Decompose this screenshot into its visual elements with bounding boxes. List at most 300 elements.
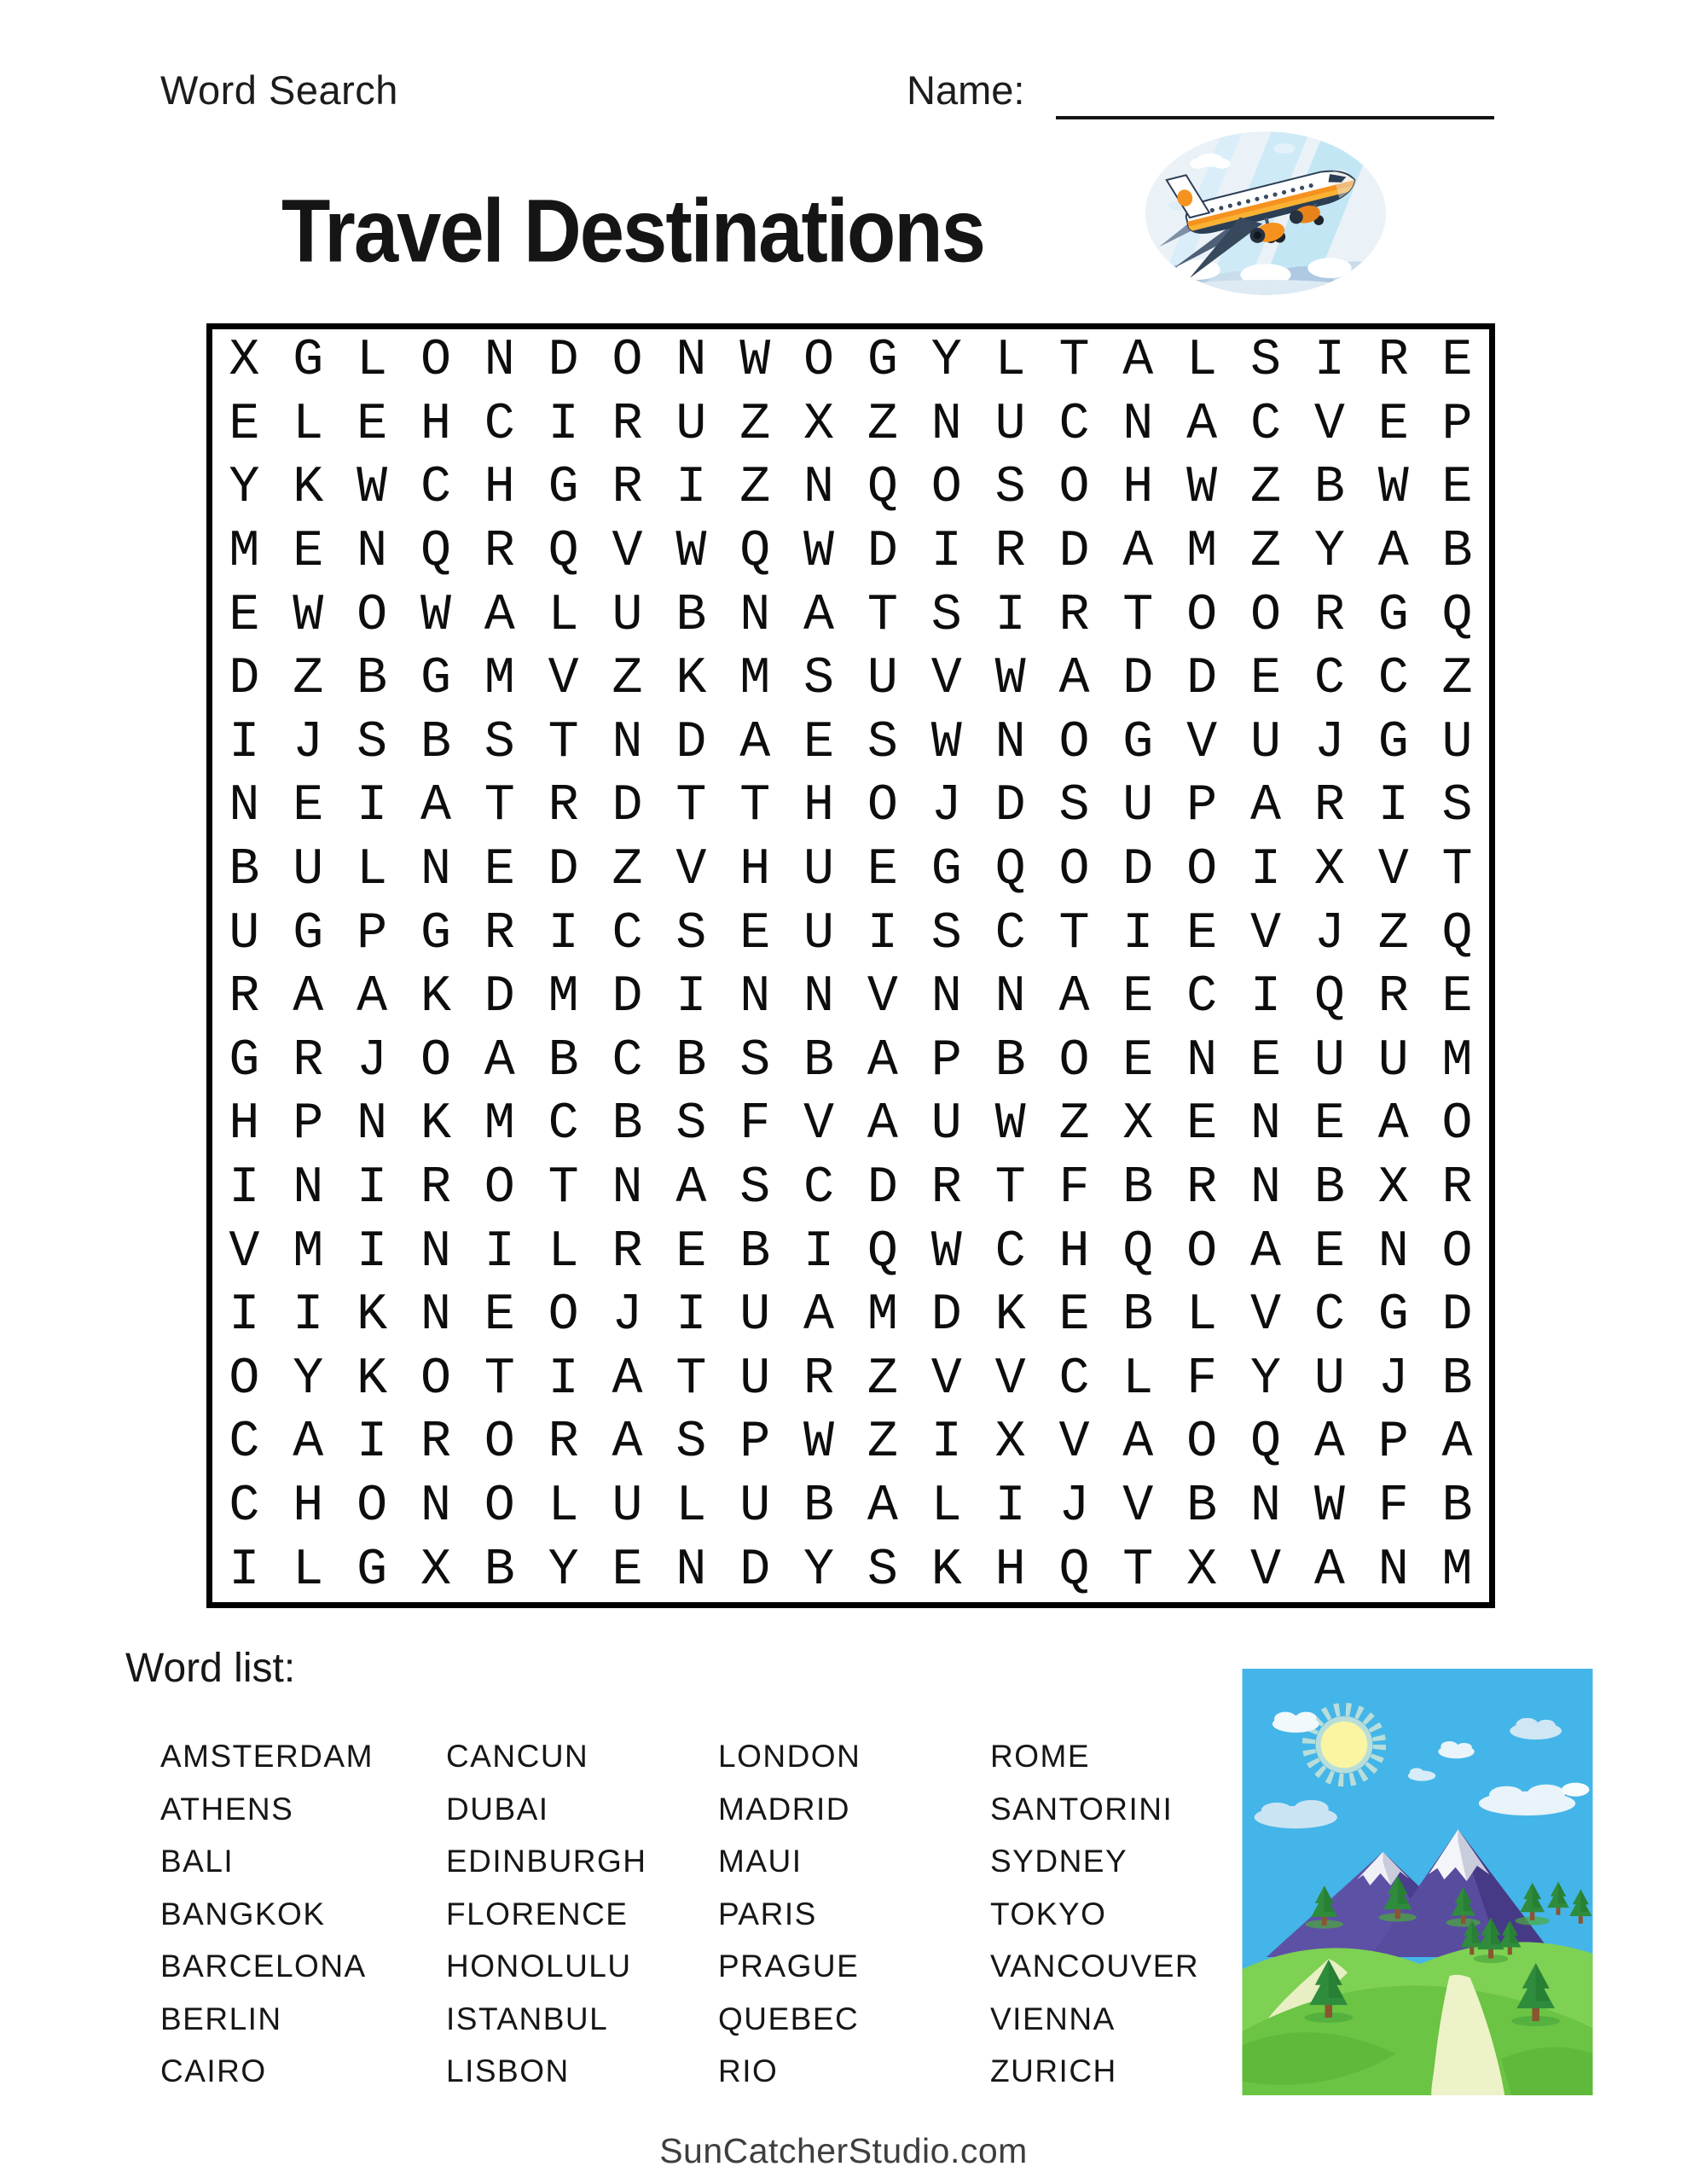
grid-letter: Z [1250, 459, 1282, 518]
grid-letter: C [994, 904, 1026, 963]
grid-letter: A [1122, 523, 1154, 582]
grid-letter: A [420, 777, 451, 836]
grid-letter: I [229, 1541, 260, 1600]
grid-letter: N [612, 713, 643, 772]
grid-letter: Q [1441, 904, 1473, 963]
word-list-item: LISBON [446, 2053, 570, 2088]
grid-letter: P [1377, 1414, 1409, 1472]
grid-letter: A [803, 1287, 835, 1345]
grid-letter: N [612, 1159, 643, 1218]
grid-letter: L [293, 395, 324, 454]
grid-letter: E [229, 586, 260, 645]
grid-letter: O [1186, 1414, 1218, 1472]
grid-letter: A [1250, 1223, 1282, 1281]
grid-letter: G [548, 459, 579, 518]
grid-letter: R [548, 777, 579, 836]
grid-letter: I [930, 523, 962, 582]
word-list-item: DUBAI [446, 1791, 549, 1827]
grid-letter: V [1122, 1478, 1154, 1536]
grid-letter: J [1313, 904, 1345, 963]
grid-letter: N [739, 586, 771, 645]
grid-letter: T [867, 586, 898, 645]
grid-letter: S [867, 1541, 898, 1600]
grid-letter: L [548, 1478, 579, 1536]
grid-letter: T [1122, 1541, 1154, 1600]
grid-letter: O [548, 1287, 579, 1345]
grid-letter: I [675, 459, 707, 518]
grid-letter: E [739, 904, 771, 963]
grid-letter: S [1250, 332, 1282, 391]
grid-letter: A [1377, 523, 1409, 582]
grid-letter: Z [1250, 523, 1282, 582]
grid-letter: N [1250, 1095, 1282, 1154]
grid-letter: B [1441, 1350, 1473, 1409]
grid-letter: S [1441, 777, 1473, 836]
grid-letter: G [293, 332, 324, 391]
grid-letter: Q [420, 523, 451, 582]
grid-letter: A [803, 586, 835, 645]
grid-letter: N [1122, 395, 1154, 454]
grid-letter: D [930, 1287, 962, 1345]
grid-letter: A [357, 968, 388, 1027]
grid-letter: Z [612, 841, 643, 900]
grid-letter: Z [1377, 904, 1409, 963]
grid-letter: E [229, 395, 260, 454]
grid-letter: U [1313, 1031, 1345, 1090]
grid-letter: Y [1250, 1350, 1282, 1409]
grid-letter: T [1058, 904, 1090, 963]
grid-letter: B [420, 713, 451, 772]
grid-letter: A [1441, 1414, 1473, 1472]
grid-letter: G [1122, 713, 1154, 772]
grid-letter: T [675, 1350, 707, 1409]
grid-letter: D [1058, 523, 1090, 582]
grid-letter: B [803, 1478, 835, 1536]
word-list-item: HONOLULU [446, 1949, 632, 1984]
word-list [160, 1730, 1226, 2098]
grid-letter: X [1377, 1159, 1409, 1218]
grid-letter: B [803, 1031, 835, 1090]
grid-letter: M [1186, 523, 1218, 582]
grid-letter: P [1441, 395, 1473, 454]
grid-letter: C [612, 904, 643, 963]
grid-letter: W [994, 1095, 1026, 1154]
grid-letter: U [1441, 713, 1473, 772]
grid-letter: Q [1313, 968, 1345, 1027]
grid-letter: D [867, 1159, 898, 1218]
grid-letter: I [1250, 968, 1282, 1027]
grid-letter: M [229, 523, 260, 582]
grid-letter: G [357, 1541, 388, 1600]
grid-letter: W [803, 523, 835, 582]
grid-letter: T [675, 777, 707, 836]
grid-letter: Q [1122, 1223, 1154, 1281]
grid-letter: A [293, 1414, 324, 1472]
grid-letter: R [1377, 332, 1409, 391]
grid-letter: V [930, 650, 962, 709]
grid-letter: L [1186, 1287, 1218, 1345]
grid-letter: E [612, 1541, 643, 1600]
grid-letter: R [1058, 586, 1090, 645]
name-blank-line [1056, 116, 1494, 119]
grid-letter: V [1250, 1287, 1282, 1345]
grid-letter: Y [293, 1350, 324, 1409]
grid-letter: R [1377, 968, 1409, 1027]
grid-letter: E [1313, 1095, 1345, 1154]
worksheet-type-label: Word Search [160, 67, 398, 113]
grid-letter: D [548, 841, 579, 900]
grid-letter: O [357, 1478, 388, 1536]
grid-letter: O [1441, 1095, 1473, 1154]
grid-letter: T [1122, 586, 1154, 645]
grid-letter: M [293, 1223, 324, 1281]
grid-letter: E [1250, 1031, 1282, 1090]
grid-letter: U [739, 1287, 771, 1345]
grid-letter: G [229, 1031, 260, 1090]
grid-letter: V [867, 968, 898, 1027]
grid-letter: J [1377, 1350, 1409, 1409]
grid-letter: O [484, 1478, 515, 1536]
word-list-item: PARIS [718, 1896, 817, 1931]
grid-letter: V [994, 1350, 1026, 1409]
grid-letter: P [293, 1095, 324, 1154]
grid-letter: E [803, 713, 835, 772]
grid-letter: B [675, 586, 707, 645]
grid-letter: D [612, 968, 643, 1027]
grid-letter: R [994, 523, 1026, 582]
grid-letter: E [1122, 968, 1154, 1027]
grid-letter: L [994, 332, 1026, 391]
grid-letter: N [420, 841, 451, 900]
grid-letter: S [675, 904, 707, 963]
grid-letter: O [867, 777, 898, 836]
grid-letter: D [1122, 841, 1154, 900]
grid-letter: A [484, 1031, 515, 1090]
grid-letter: U [803, 904, 835, 963]
grid-letter: Q [867, 1223, 898, 1281]
grid-letter: G [420, 904, 451, 963]
word-list-item: TOKYO [990, 1896, 1107, 1931]
grid-letter: Y [930, 332, 962, 391]
grid-letter: O [420, 1031, 451, 1090]
grid-letter: B [1441, 523, 1473, 582]
grid-letter: W [1186, 459, 1218, 518]
grid-letter: A [612, 1350, 643, 1409]
word-list-item: ISTANBUL [446, 2001, 609, 2036]
grid-letter: U [229, 904, 260, 963]
grid-letter: N [420, 1287, 451, 1345]
grid-letter: Y [229, 459, 260, 518]
grid-letter: N [293, 1159, 324, 1218]
grid-letter: Y [548, 1541, 579, 1600]
grid-letter: O [1186, 841, 1218, 900]
grid-letter: J [612, 1287, 643, 1345]
word-list-item: EDINBURGH [446, 1844, 647, 1879]
grid-letter: O [229, 1350, 260, 1409]
grid-letter: X [420, 1541, 451, 1600]
grid-letter: I [1377, 777, 1409, 836]
word-list-item: BARCELONA [160, 1949, 367, 1984]
grid-letter: E [1441, 459, 1473, 518]
word-list-item: BANGKOK [160, 1896, 326, 1931]
grid-letter: R [1441, 1159, 1473, 1218]
grid-letter: N [803, 459, 835, 518]
grid-letter: F [1377, 1478, 1409, 1536]
grid-letter: N [420, 1223, 451, 1281]
grid-letter: O [484, 1414, 515, 1472]
grid-letter: U [803, 841, 835, 900]
grid-letter: K [994, 1287, 1026, 1345]
grid-letter: X [994, 1414, 1026, 1472]
grid-letter: J [1313, 713, 1345, 772]
grid-letter: R [420, 1414, 451, 1472]
grid-letter: U [739, 1478, 771, 1536]
grid-letter: E [293, 777, 324, 836]
grid-letter: I [229, 713, 260, 772]
grid-letter: A [1313, 1541, 1345, 1600]
word-list-column [446, 1730, 718, 2098]
grid-letter: D [994, 777, 1026, 836]
grid-letter: W [420, 586, 451, 645]
grid-letter: R [612, 459, 643, 518]
grid-letter: K [293, 459, 324, 518]
grid-letter: I [357, 1414, 388, 1472]
grid-letter: Z [867, 1350, 898, 1409]
grid-letter: V [1186, 713, 1218, 772]
word-list-item: CAIRO [160, 2053, 267, 2088]
grid-letter: C [548, 1095, 579, 1154]
grid-letter: X [1313, 841, 1345, 900]
grid-letter: D [739, 1541, 771, 1600]
grid-letter: V [548, 650, 579, 709]
grid-letter: E [357, 395, 388, 454]
grid-letter: K [930, 1541, 962, 1600]
grid-letter: R [612, 395, 643, 454]
grid-letter: S [930, 586, 962, 645]
grid-letter: U [867, 650, 898, 709]
grid-letter: G [293, 904, 324, 963]
grid-letter: M [548, 968, 579, 1027]
grid-letter: N [1250, 1159, 1282, 1218]
grid-letter: U [739, 1350, 771, 1409]
word-list-item: MADRID [718, 1791, 850, 1827]
grid-letter: U [675, 395, 707, 454]
grid-letter: B [1122, 1159, 1154, 1218]
grid-letter: K [357, 1350, 388, 1409]
grid-letter: S [484, 713, 515, 772]
grid-letter: O [1250, 586, 1282, 645]
grid-letter: R [930, 1159, 962, 1218]
grid-letter: I [548, 1350, 579, 1409]
grid-letter: I [229, 1159, 260, 1218]
mountain-landscape-icon [1238, 1669, 1597, 2095]
grid-letter: C [994, 1223, 1026, 1281]
grid-letter: R [1186, 1159, 1218, 1218]
grid-letter: M [867, 1287, 898, 1345]
word-list-item: LONDON [718, 1739, 861, 1774]
grid-letter: O [1058, 1031, 1090, 1090]
grid-letter: W [930, 1223, 962, 1281]
grid-letter: Z [867, 395, 898, 454]
grid-letter: N [1186, 1031, 1218, 1090]
grid-letter: E [867, 841, 898, 900]
grid-letter: I [675, 968, 707, 1027]
grid-letter: I [994, 1478, 1026, 1536]
grid-letter: B [229, 841, 260, 900]
grid-letter: T [1058, 332, 1090, 391]
grid-letter: C [420, 459, 451, 518]
grid-letter: T [739, 777, 771, 836]
grid-letter: V [1377, 841, 1409, 900]
grid-letter: O [1058, 713, 1090, 772]
grid-letter: C [1186, 968, 1218, 1027]
grid-letter: H [739, 841, 771, 900]
grid-letter: E [293, 523, 324, 582]
grid-letter: L [548, 586, 579, 645]
grid-letter: K [675, 650, 707, 709]
grid-letter: I [675, 1287, 707, 1345]
grid-letter: V [229, 1223, 260, 1281]
grid-letter: I [357, 777, 388, 836]
grid-letter: O [420, 1350, 451, 1409]
grid-letter: A [1058, 968, 1090, 1027]
grid-letter: J [930, 777, 962, 836]
grid-letter: J [1058, 1478, 1090, 1536]
grid-letter: M [1441, 1541, 1473, 1600]
grid-letter: M [484, 1095, 515, 1154]
grid-letter: T [548, 713, 579, 772]
grid-letter: N [930, 395, 962, 454]
grid-letter: N [803, 968, 835, 1027]
grid-letter: V [1250, 1541, 1282, 1600]
airplane-in-clouds-icon [1139, 125, 1392, 302]
grid-letter: A [867, 1095, 898, 1154]
grid-letter: C [484, 395, 515, 454]
grid-letter: I [229, 1287, 260, 1345]
word-list-item: VANCOUVER [990, 1949, 1200, 1984]
grid-letter: C [1250, 395, 1282, 454]
grid-letter: I [1313, 332, 1345, 391]
grid-letter: T [484, 777, 515, 836]
grid-letter: B [739, 1223, 771, 1281]
word-list-item: AMSTERDAM [160, 1739, 374, 1774]
grid-letter: O [484, 1159, 515, 1218]
grid-letter: O [612, 332, 643, 391]
grid-letter: V [1250, 904, 1282, 963]
grid-letter: A [1122, 1414, 1154, 1472]
grid-letter: G [1377, 586, 1409, 645]
grid-letter: L [357, 841, 388, 900]
puzzle-title: Travel Destinations [281, 180, 984, 281]
grid-letter: E [1441, 332, 1473, 391]
grid-letter: H [420, 395, 451, 454]
grid-letter: E [484, 841, 515, 900]
grid-letter: P [357, 904, 388, 963]
grid-letter: N [484, 332, 515, 391]
grid-letter: G [1377, 713, 1409, 772]
grid-letter: E [675, 1223, 707, 1281]
grid-letter: O [1441, 1223, 1473, 1281]
grid-letter: B [357, 650, 388, 709]
grid-letter: B [1186, 1478, 1218, 1536]
grid-letter: A [867, 1478, 898, 1536]
grid-letter: L [930, 1478, 962, 1536]
grid-letter: Q [1441, 586, 1473, 645]
word-list-item: ZURICH [990, 2053, 1117, 2088]
grid-letter: I [1250, 841, 1282, 900]
grid-letter: N [994, 968, 1026, 1027]
grid-letter: N [1377, 1541, 1409, 1600]
grid-letter: S [1058, 777, 1090, 836]
grid-letter: E [1122, 1031, 1154, 1090]
grid-letter: I [803, 1223, 835, 1281]
grid-letter: U [612, 1478, 643, 1536]
grid-letter: E [484, 1287, 515, 1345]
grid-letter: H [229, 1095, 260, 1154]
grid-letter: T [548, 1159, 579, 1218]
grid-letter: H [994, 1541, 1026, 1600]
word-list-column [990, 1730, 1226, 2098]
grid-letter: W [1377, 459, 1409, 518]
word-list-heading: Word list: [125, 1646, 296, 1691]
grid-letter: B [548, 1031, 579, 1090]
grid-letter: D [1186, 650, 1218, 709]
grid-letter: U [1377, 1031, 1409, 1090]
grid-letter: H [803, 777, 835, 836]
grid-letter: L [1186, 332, 1218, 391]
grid-letter: R [1313, 586, 1345, 645]
grid-letter: B [484, 1541, 515, 1600]
grid-letter: I [548, 395, 579, 454]
grid-letter: A [1377, 1095, 1409, 1154]
grid-letter: F [739, 1095, 771, 1154]
grid-letter: M [739, 650, 771, 709]
grid-letter: N [739, 968, 771, 1027]
grid-letter: G [1377, 1287, 1409, 1345]
grid-letter: N [357, 523, 388, 582]
grid-letter: O [1058, 841, 1090, 900]
grid-letter: D [1122, 650, 1154, 709]
grid-letter: C [1058, 395, 1090, 454]
grid-letter: A [739, 713, 771, 772]
grid-letter: S [803, 650, 835, 709]
grid-letter: V [612, 523, 643, 582]
grid-letter: P [1186, 777, 1218, 836]
grid-letter: K [357, 1287, 388, 1345]
grid-letter: W [739, 332, 771, 391]
grid-letter: W [803, 1414, 835, 1472]
grid-letter: V [1313, 395, 1345, 454]
grid-letter: U [612, 586, 643, 645]
word-list-item: SANTORINI [990, 1791, 1174, 1827]
grid-letter: A [1186, 395, 1218, 454]
word-list-item: CANCUN [446, 1739, 589, 1774]
grid-letter: Q [1250, 1414, 1282, 1472]
grid-letter: N [930, 968, 962, 1027]
grid-letter: N [994, 713, 1026, 772]
grid-letter: F [1186, 1350, 1218, 1409]
grid-letter: O [930, 459, 962, 518]
grid-letter: G [867, 332, 898, 391]
grid-letter: J [293, 713, 324, 772]
grid-letter: W [1313, 1478, 1345, 1536]
grid-letter: A [293, 968, 324, 1027]
grid-letter: D [675, 713, 707, 772]
name-label: Name: [907, 67, 1025, 113]
grid-letter: I [1122, 904, 1154, 963]
grid-letter: S [739, 1159, 771, 1218]
grid-letter: R [612, 1223, 643, 1281]
